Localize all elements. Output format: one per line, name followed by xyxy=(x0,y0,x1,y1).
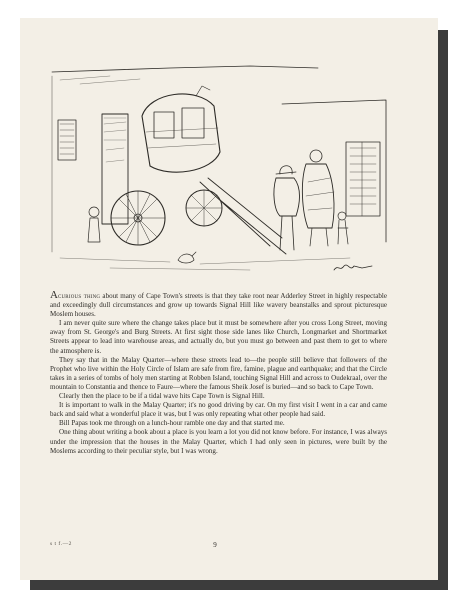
street-scene-sketch-icon xyxy=(50,32,390,280)
signature-code: s t f.—2 xyxy=(50,541,72,547)
article-paragraph: Bill Papas took me through on a lunch-hour ramble one day and that started me. xyxy=(59,419,285,428)
article-paragraph: One thing about writing a book about a place is you learn a lot you did not know before. For instance, I was always under the impression that the houses in the Malay Quarter, which I had only seen in pictures, were built by the Moslems according to their peculiar style, but I was wrong. xyxy=(50,428,387,455)
paragraph-text: about many of Cape Town's streets is that they take root near Adderley Street in highly respectable and exceedingly dull circumstances and grow up towards Signal Hill like wavery beanstalks and sprout picturesque Moslem houses. xyxy=(50,292,387,319)
article-paragraph: I am never quite sure where the change takes place but it must be somewhere after you cross Long Street, moving away from St. George's and Burg Streets. At first sight those side lanes like Church, Longmarket and Shortmarket Streets appear to lead into warehouse areas, and actually do, but you must go between and past them to get to where the atmosphere is. xyxy=(50,319,387,355)
article-paragraph: They say that in the Malay Quarter—where these streets lead to—the people still believe that followers of the Prophet who live within the Holy Circle of Islam are safe from fire, famine, plague and earthquake; and that the Circle takes in a series of tombs of holy men starting at Robben Island, touching Signal Hill and across to Oudekraal, over the mountain to Constantia and thence to Faure—where the famous Sheik Josef is buried—and so back to Cape Town. xyxy=(50,355,387,391)
article-body xyxy=(50,291,387,456)
lead-in: curious thing xyxy=(57,292,101,300)
article-paragraph xyxy=(50,291,387,319)
page-number: 9 xyxy=(213,541,217,549)
article-paragraph: Clearly then the place to be if a tidal wave hits Cape Town is Signal Hill. xyxy=(59,392,265,401)
drop-cap: A xyxy=(50,289,58,301)
article-paragraph: It is important to walk in the Malay Quarter; it's no good driving by car. On my first visit I went in a car and came back and said what a wonderful place it was, but I was only repeating what other people had said. xyxy=(50,401,387,419)
